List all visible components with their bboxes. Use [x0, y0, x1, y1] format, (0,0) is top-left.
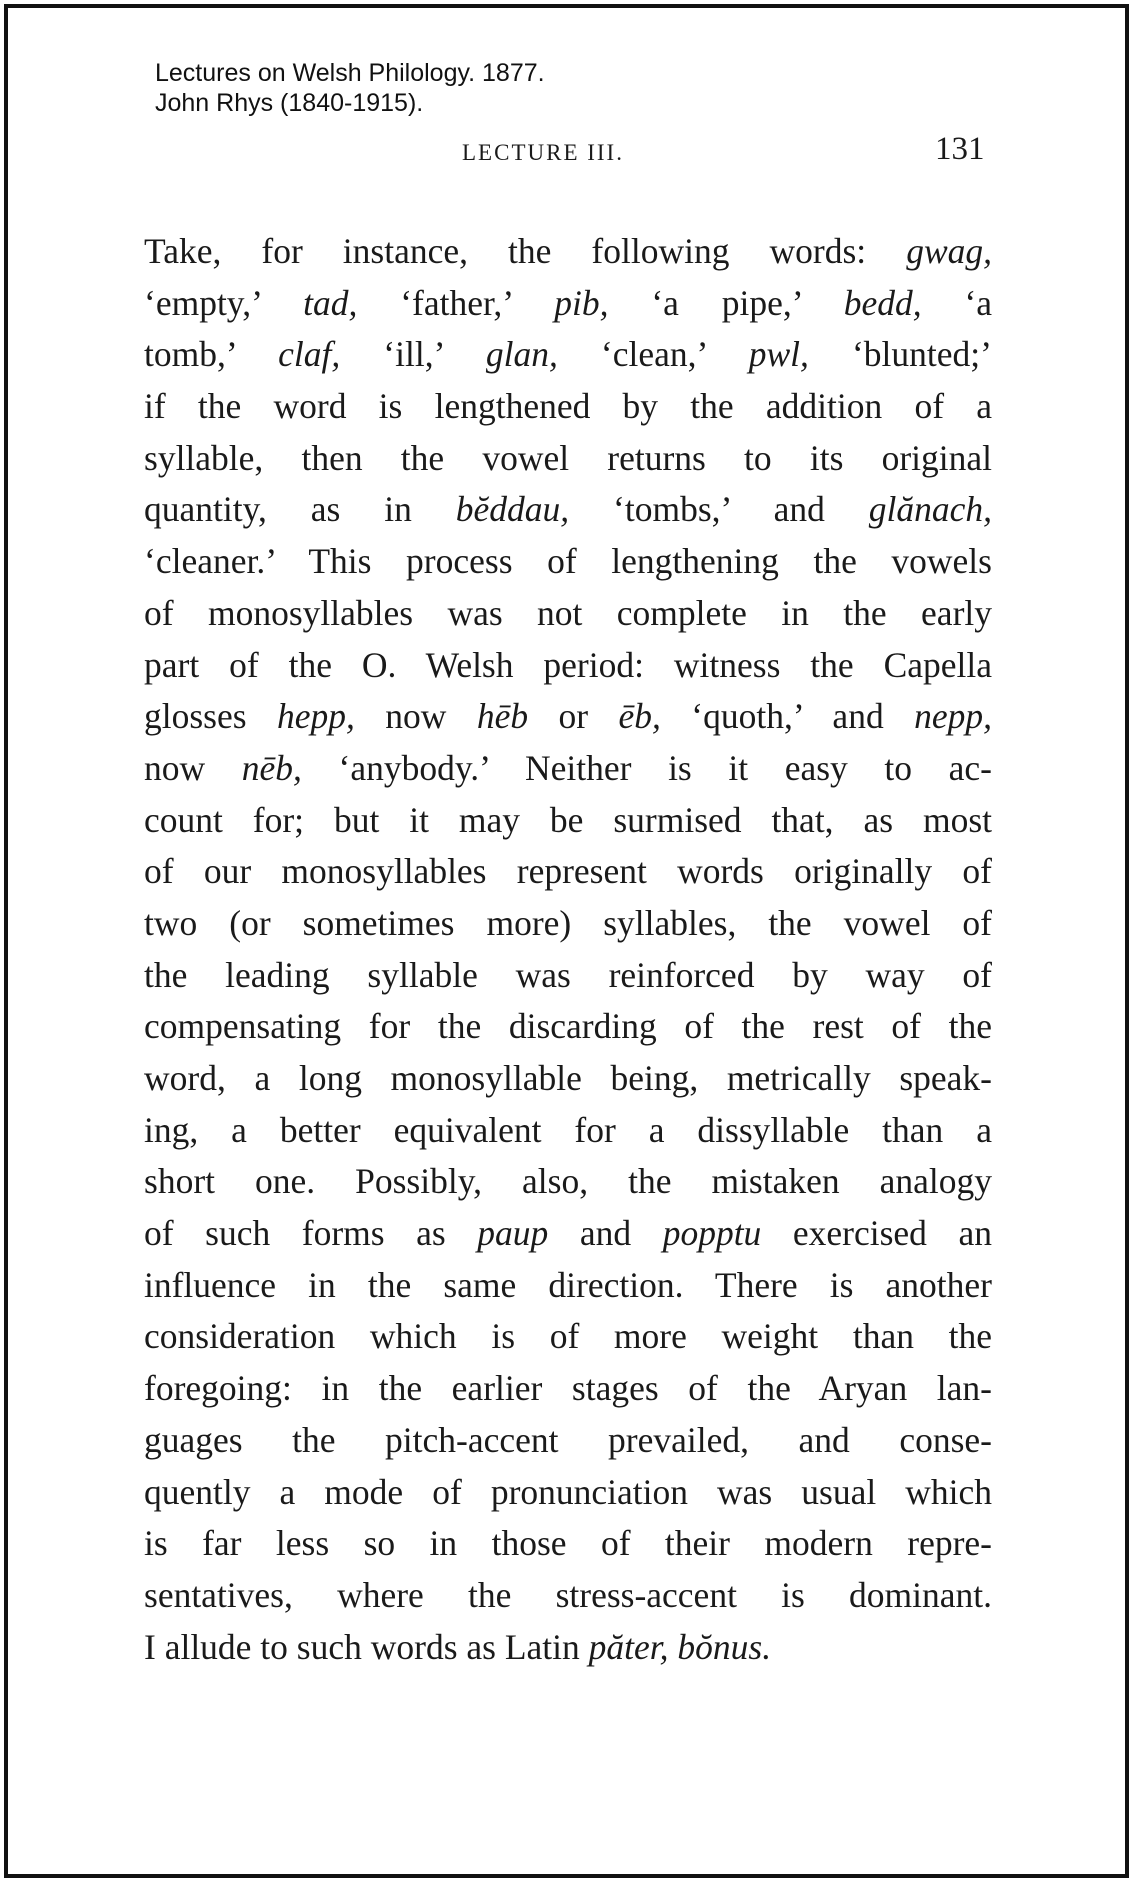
text-run: now	[354, 696, 477, 737]
text-line	[144, 1260, 992, 1312]
text-line	[144, 1001, 992, 1053]
text-run: ‘anybody.’ Neither is it easy to ac-	[301, 747, 992, 788]
text-line	[144, 1415, 992, 1467]
text-run: syllable, then the vowel returns to its original	[144, 437, 992, 478]
text-line	[144, 640, 992, 692]
text-line	[144, 1363, 992, 1415]
source-note-title: Lectures on Welsh Philology. 1877.	[155, 59, 545, 87]
text-line	[144, 795, 992, 847]
text-line	[144, 743, 992, 795]
text-run: of monosyllables was not complete in the early	[144, 592, 992, 633]
text-run: two (or sometimes more) syllables, the vowel of	[144, 902, 992, 943]
text-run: influence in the same direction. There is another	[144, 1264, 992, 1305]
text-run: ‘father,’	[357, 282, 555, 323]
text-run: sentatives, where the stress-accent is dominant.	[144, 1574, 992, 1615]
italic-word: claf,	[278, 334, 341, 375]
text-run: compensating for the discarding of the rest of the	[144, 1006, 992, 1047]
text-run: ‘tombs,’ and	[569, 489, 869, 530]
text-run: ‘empty,’	[144, 282, 304, 323]
italic-word: bĕddau,	[455, 489, 570, 530]
text-line	[144, 691, 992, 743]
body-text	[144, 226, 992, 1673]
text-run: short one. Possibly, also, the mistaken analogy	[144, 1161, 992, 1202]
text-run: count for; but it may be surmised that, as most	[144, 799, 992, 840]
italic-word: glan,	[485, 334, 558, 375]
text-line	[144, 588, 992, 640]
text-run: is far less so in those of their modern repre-	[144, 1523, 992, 1564]
text-line	[144, 484, 992, 536]
text-run: guages the pitch-accent prevailed, and conse-	[144, 1419, 992, 1460]
text-run: I allude to such words as Latin	[144, 1626, 589, 1667]
text-run: ‘clean,’	[557, 334, 749, 375]
text-line	[144, 1156, 992, 1208]
italic-word: gwag,	[906, 231, 992, 271]
text-run: ‘quoth,’ and	[660, 696, 915, 737]
italic-word: popptu	[662, 1213, 762, 1254]
text-line	[144, 433, 992, 485]
page-number: 131	[935, 131, 985, 167]
italic-word: tad,	[303, 282, 358, 323]
italic-word: bedd,	[843, 282, 922, 323]
text-run: ing, a better equivalent for a dissyllable than a	[144, 1109, 992, 1150]
text-run: part of the O. Welsh period: witness the Capella	[144, 644, 992, 685]
text-run: ‘a	[921, 282, 992, 323]
text-line	[144, 1105, 992, 1157]
italic-word: bŏnus.	[668, 1626, 772, 1667]
running-head: LECTURE III.	[462, 140, 624, 165]
text-line	[144, 536, 992, 588]
text-run: tomb,’	[144, 334, 279, 375]
text-line	[144, 1622, 992, 1674]
text-run: consideration which is of more weight than the	[144, 1316, 992, 1357]
text-line	[144, 1570, 992, 1622]
italic-word: nēb,	[241, 747, 302, 788]
text-run: quently a mode of pronunciation was usual which	[144, 1471, 992, 1512]
text-run: ‘cleaner.’ This process of lengthening the vowels	[144, 541, 992, 582]
text-line	[144, 898, 992, 950]
italic-word: pwl,	[748, 334, 809, 375]
text-run: of such forms as	[144, 1213, 478, 1254]
text-line	[144, 846, 992, 898]
text-run: exercised an	[761, 1213, 992, 1254]
text-run: foregoing: in the earlier stages of the Aryan lan-	[144, 1368, 992, 1409]
text-run: ‘a pipe,’	[608, 282, 844, 323]
italic-word: glănach,	[868, 489, 992, 530]
text-run: and	[548, 1213, 663, 1254]
text-line	[144, 1053, 992, 1105]
italic-word: hēb	[476, 696, 529, 737]
italic-word: păter,	[588, 1626, 669, 1667]
text-run: the leading syllable was reinforced by way of	[144, 954, 992, 995]
text-run: or	[528, 696, 619, 737]
text-line	[144, 329, 992, 381]
italic-word: pib,	[554, 282, 609, 323]
text-line	[144, 950, 992, 1002]
italic-word: paup	[477, 1213, 549, 1254]
text-line	[144, 381, 992, 433]
text-run: word, a long monosyllable being, metrically speak-	[144, 1058, 992, 1098]
text-run: if the word is lengthened by the addition of a	[144, 386, 992, 427]
text-run: now	[144, 747, 242, 788]
text-run: ‘ill,’	[340, 334, 486, 375]
text-line	[144, 1311, 992, 1363]
text-line	[144, 226, 992, 278]
text-line	[144, 1467, 992, 1519]
text-line	[144, 278, 992, 330]
source-note-author: John Rhys (1840-1915).	[155, 89, 424, 117]
text-run: of our monosyllables represent words originally of	[144, 851, 992, 892]
text-run: ‘blunted;’	[808, 334, 992, 375]
italic-word: ēb,	[618, 696, 661, 737]
text-run: glosses	[144, 696, 277, 737]
text-line	[144, 1518, 992, 1570]
text-line	[144, 1208, 992, 1260]
text-run: quantity, as in	[144, 489, 456, 530]
text-run: Take, for instance, the following words:	[144, 231, 907, 271]
italic-word: hepp,	[276, 696, 355, 737]
source-note	[155, 58, 545, 118]
italic-word: nepp,	[914, 696, 992, 737]
